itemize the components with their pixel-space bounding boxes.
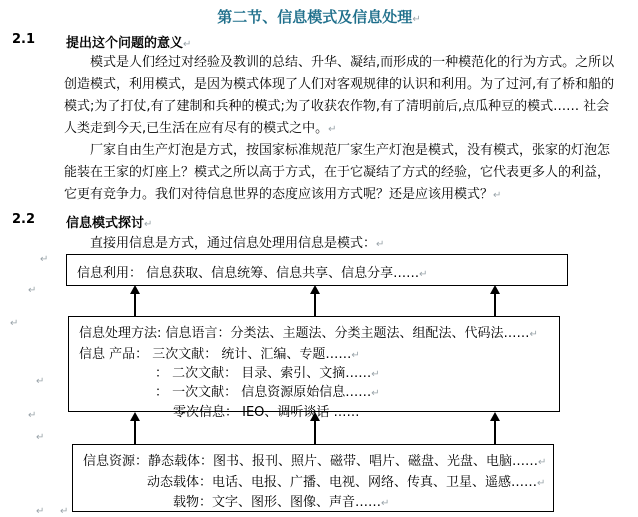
para1-line2: 创造模式，利用模式，是因为模式体现了人们对客观规律的认识和利用。为了过河,有了桥和船的 (64, 77, 615, 92)
section-number-2-2: 2.2 (12, 212, 36, 227)
para1-line1: 模式是人们经过对经验及教训的总结、升华、凝结,而形成的一种模范化的行为方式。之所以 (90, 55, 615, 70)
info-utilization-box (66, 254, 568, 286)
para1-line4: 人类走到今天,已生活在应有尽有的模式之中。↵ (64, 121, 337, 136)
tertiary-docs-row: 信息 产品： 三次文献： 统计、汇编、专题……↵ (79, 347, 360, 362)
margin-mark: ↵ (36, 432, 45, 443)
paragraph-mark: ↵ (538, 457, 547, 468)
margin-mark: ↵ (40, 254, 49, 265)
section-number-2-1: 2.1 (12, 32, 36, 47)
paragraph-mark: ↵ (144, 219, 153, 230)
carrier-objects-row: 载物：文字、图形、图像、声音……↵ (173, 495, 390, 510)
para1-line3: 模式;为了打仗,有了建制和兵种的模式;为了收获农作物,有了清明前后,点瓜种豆的模式…… 社会 (64, 99, 610, 114)
processing-method-row: 信息处理方法: 信息语言：分类法、主题法、分类主题法、组配法、代码法……↵ (79, 326, 538, 341)
zero-info-row: 零次信息： IEO、调听谈话 …… (173, 405, 360, 420)
section-heading-2-1: 提出这个问题的意义↵ (66, 36, 192, 51)
static-carrier-row: 信息资源：静态载体：图书、报刊、照片、磁带、唱片、磁盘、光盘、电脑……↵ (83, 454, 547, 469)
margin-mark: ↵ (28, 285, 37, 296)
paragraph-mark: ↵ (412, 14, 421, 25)
para2-line3: 它更有竞争力。我们对待信息世界的态度应该用方式呢？还是应该用模式？↵ (64, 187, 502, 202)
paragraph-mark: ↵ (537, 478, 546, 489)
dynamic-carrier-row: 动态载体：电话、电报、广播、电视、网络、传真、卫星、遥感……↵ (147, 475, 546, 490)
paragraph-mark: ↵ (351, 350, 360, 361)
para2-line2: 能装在王家的灯座上？模式之所以高于方式，在于它凝结了方式的经验，它代表更多人的利益， (64, 165, 611, 180)
primary-docs-row: ： 一次文献： 信息资源原始信息……↵ (155, 385, 380, 400)
paragraph-mark: ↵ (493, 190, 502, 201)
margin-mark: ↵ (28, 410, 37, 421)
margin-mark: ↵ (36, 376, 45, 387)
paragraph-mark: ↵ (381, 498, 390, 509)
margin-mark: ↵ (10, 318, 19, 329)
paragraph-mark: ↵ (371, 388, 380, 399)
info-processing-box (68, 316, 560, 420)
para2-line1: 厂家自由生产灯泡是方式，按国家标准规范厂家生产灯泡是模式，没有模式，张家的灯泡怎 (90, 143, 611, 158)
paragraph-mark: ↵ (328, 124, 337, 135)
section-2-2-intro: 直接用信息是方式，通过信息处理用信息是模式：↵ (90, 236, 385, 251)
margin-mark: ↵ (60, 506, 69, 517)
paragraph-mark: ↵ (376, 239, 385, 250)
paragraph-mark: ↵ (529, 329, 538, 340)
info-resources-box (72, 444, 554, 512)
margin-mark: ↵ (36, 506, 45, 517)
paragraph-mark: ↵ (371, 369, 380, 380)
info-utilization-text: 信息利用： 信息获取、信息统筹、信息共享、信息分享……↵ (77, 266, 428, 281)
paragraph-mark: ↵ (419, 269, 428, 280)
paragraph-mark: ↵ (183, 39, 192, 50)
section-heading-2-2: 信息模式探讨↵ (66, 216, 153, 231)
page-title: 第二节、信息模式及信息处理↵ (217, 8, 421, 26)
secondary-docs-row: ： 二次文献： 目录、索引、文摘……↵ (155, 366, 380, 381)
